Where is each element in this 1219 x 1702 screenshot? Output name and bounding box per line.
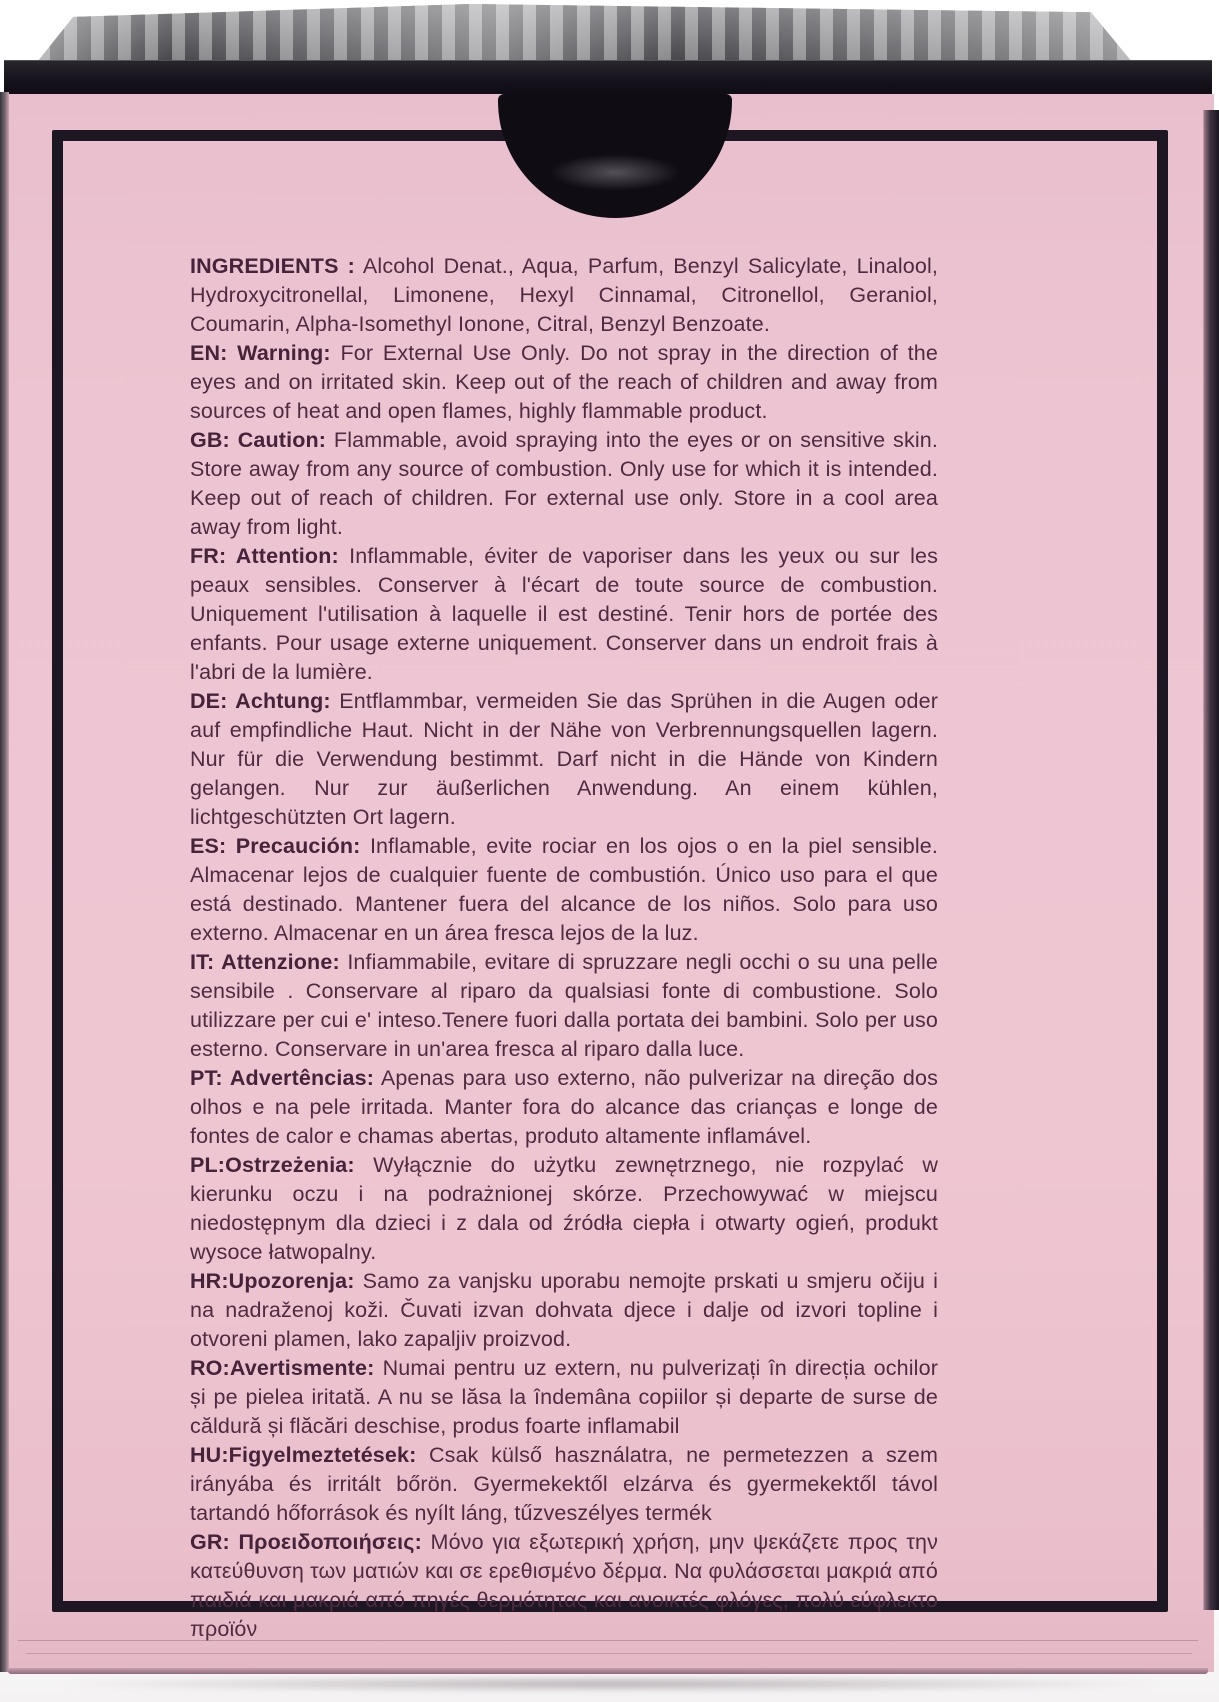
- warnings-text-block: [190, 252, 938, 1644]
- label-section-ro: RO:Avertismente: Numai pentru uz extern, nu pulverizați în direcția ochilor și pe pielea iritată. A nu se lăsa la îndemâna copiilor și departe de surse de căldură și flăcări deschise, produs foarte inflamabil: [190, 1356, 939, 1438]
- bottom-fold-line-2: [26, 1653, 1192, 1654]
- label-section-hu: HU:Figyelmeztetések: Csak külső használatra, ne permetezzen a szem irányába és irritált bőrön. Gyermekektől elzárva és gyermekektől távol tartandó hőforrások és nyílt láng, tűzveszélyes termék: [190, 1443, 939, 1525]
- box-right-edge: [1203, 110, 1219, 1610]
- label-section-it: IT: Attenzione: Infiammabile, evitare di spruzzare negli occhi o su una pelle sensibile . Conservare al riparo da qualsiasi fonte di combustione. Solo utilizzare per cui e' inteso.Tenere fuori dalla portata dei bambini. Solo per uso esterno. Conservare in un'area fresca al riparo dalla luce.: [190, 950, 939, 1061]
- label-section-gr: GR: Προειδοποιήσεις: Μόνο για εξωτερική χρήση, μην ψεκάζετε προς την κατεύθυνση των ματιών και σε ερεθισμένο δέρμα. Να φυλάσσεται μακριά από παιδιά και μακριά από πηγές θερμότητας και ανοικτές φλόγες, πολύ εύφλεκτο προϊόν: [190, 1530, 939, 1641]
- label-section-pt: PT: Advertências: Apenas para uso externo, não pulverizar na direção dos olhos e na pele irritada. Manter fora do alcance das crianças e longe de fontes de calor e chamas abertas, produto altamente inflamável.: [190, 1066, 939, 1148]
- label-section-pl: PL:Ostrzeżenia: Wyłącznie do użytku zewnętrznego, nie rozpylać w kierunku oczu i na podrażnionej skórze. Przechowywać w miejscu niedostępnym dla dzieci i z dala od źródła ciepła i otwarty ogień, produkt wysoce łatwopalny.: [190, 1153, 939, 1264]
- label-section-es: ES: Precaución: Inflamable, evite rociar en los ojos o en la piel sensible. Almacenar lejos de cualquier fuente de combustión. Único uso para el que está destinado. Mantener fuera del alcance de los niños. Solo para uso externo. Almacenar en un área fresca lejos de la luz.: [190, 834, 938, 945]
- label-section-gb: GB: Caution: Flammable, avoid spraying into the eyes or on sensitive skin. Store away from any source of combustion. Only use for which it is intended. Keep out of reach of children. For external use only. Store in a cool area away from light.: [190, 428, 939, 539]
- label-section-en: EN: Warning: For External Use Only. Do not spray in the direction of the eyes and on irritated skin. Keep out of the reach of children and away from sources of heat and open flames, highly flammable product.: [190, 341, 939, 423]
- label-section-fr: FR: Attention: Inflammable, éviter de vaporiser dans les yeux ou sur les peaux sensibles. Conserver à l'écart de toute source de combustion. Uniquement l'utilisation à laquelle il est destiné. Tenir hors de portée des enfants. Pour usage externe uniquement. Conserver dans un endroit frais à l'abri de la lumière.: [190, 544, 939, 684]
- label-section-de: DE: Achtung: Entflammbar, vermeiden Sie das Sprühen in die Augen oder auf empfindliche Haut. Nicht in der Nähe von Verbrennungsquellen lagern. Nur für die Verwendung bestimmt. Darf nicht in die Hände von Kindern gelangen. Nur zur äußerlichen Anwendung. An einem kühlen, lichtgeschützten Ort lagern.: [190, 689, 939, 829]
- label-section-hr: HR:Upozorenja: Samo za vanjsku uporabu nemojte prskati u smjeru očiju i na nadraženoj koži. Čuvati izvan dohvata djece i dalje od izvori topline i otvoreni plamen, lako zapaljiv proizvod.: [190, 1269, 938, 1351]
- box-bottom-edge: [8, 1668, 1208, 1674]
- label-section-ingredients: INGREDIENTS : Alcohol Denat., Aqua, Parfum, Benzyl Salicylate, Linalool, Hydroxycitronellal, Limonene, Hexyl Cinnamal, Citronellol, Geraniol, Coumarin, Alpha-Isomethyl Ionone, Citral, Benzyl Benzoate.: [190, 254, 939, 336]
- box-drop-shadow: [40, 1676, 1180, 1692]
- box-left-edge: [0, 92, 9, 1672]
